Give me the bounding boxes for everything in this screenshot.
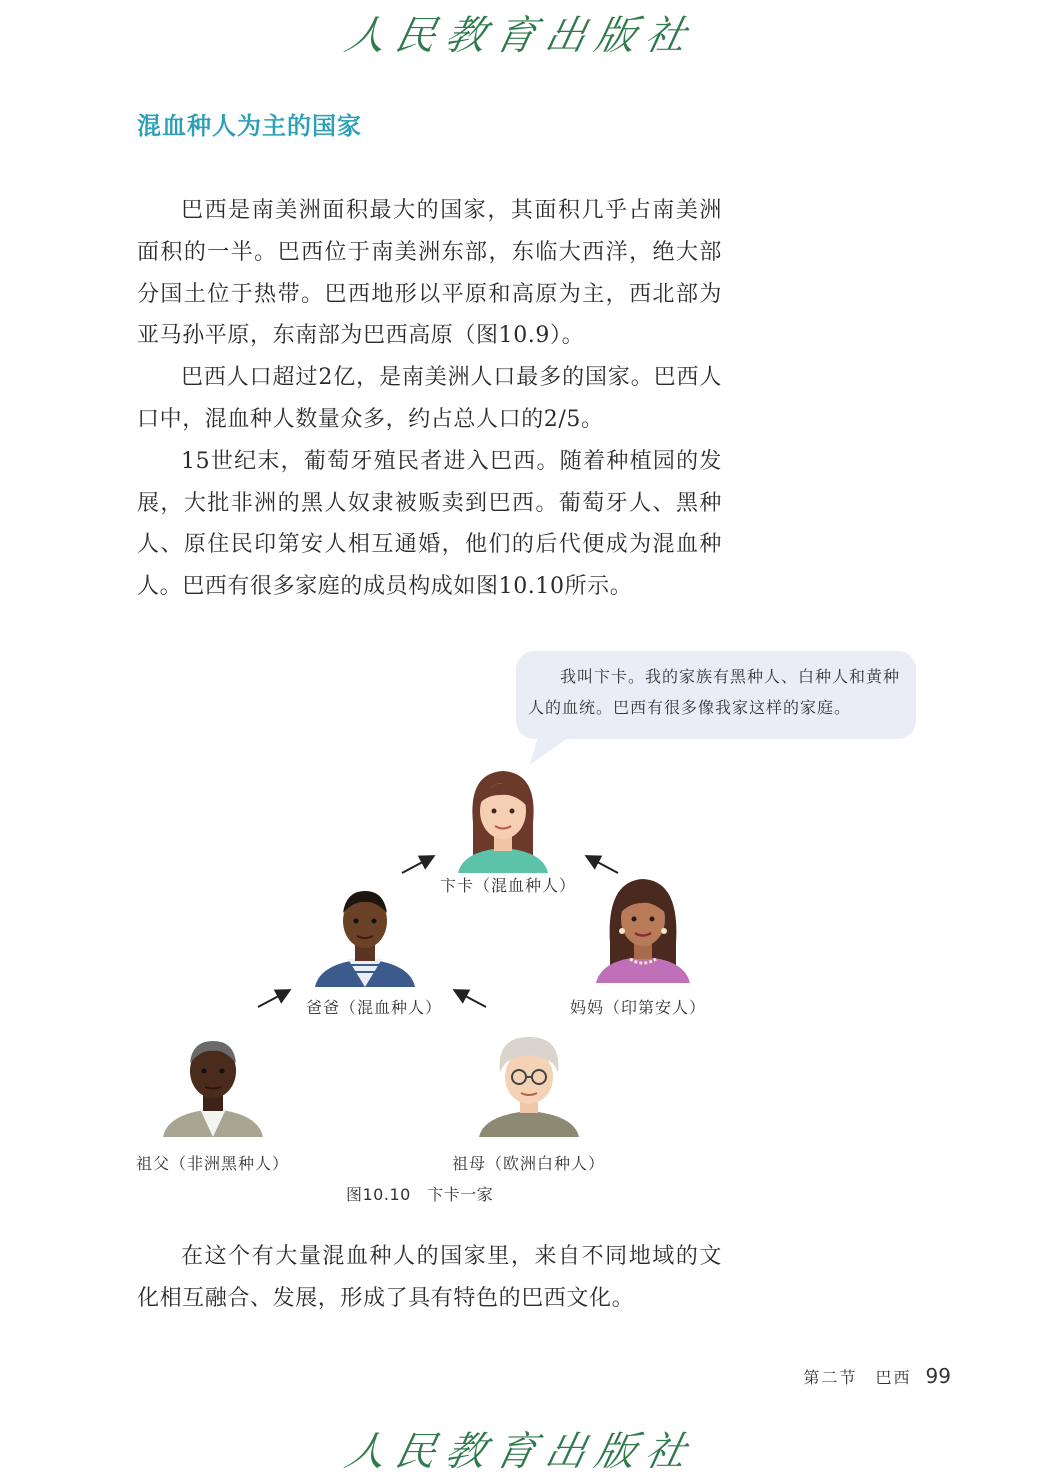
grandmother-portrait xyxy=(474,1027,584,1137)
grandfather-caption: 祖父（非洲黑种人） xyxy=(136,1154,290,1173)
paragraph: 巴西是南美洲面积最大的国家，其面积几乎占南美洲面积的一半。巴西位于南美洲东部，东临大西洋，绝大部分国土位于热带。巴西地形以平原和高原为主，西北部为亚马孙平原，东南部为巴西高原（图10.9）。 xyxy=(137,198,722,349)
bianka-portrait xyxy=(448,763,558,873)
mother-caption: 妈妈（印第安人） xyxy=(570,998,707,1017)
page-footer xyxy=(804,1364,951,1388)
mother-portrait xyxy=(588,873,698,983)
father-caption: 爸爸（混血种人） xyxy=(306,998,443,1017)
figure-caption: 图10.10 卞卡一家 xyxy=(346,1185,494,1204)
footer-section: 第二节 巴西 xyxy=(803,1368,912,1387)
body-text-top xyxy=(137,190,722,608)
arrow-mother-to-bianka xyxy=(582,851,622,877)
family-figure xyxy=(130,645,930,1215)
body-text-bottom xyxy=(137,1236,722,1320)
paragraph: 在这个有大量混血种人的国家里，来自不同地域的文化相互融合、发展，形成了具有特色的巴西文化。 xyxy=(137,1244,722,1311)
publisher-watermark-bottom: 人民教育出版社 xyxy=(340,1429,701,1475)
paragraph: 巴西人口超过2亿，是南美洲人口最多的国家。巴西人口中，混血种人数量众多，约占总人口的2/5。 xyxy=(137,365,722,432)
arrow-father-to-bianka xyxy=(398,851,438,877)
speech-bubble-text: 我叫卞卡。我的家族有黑种人、白种人和黄种人的血统。巴西有很多像我家这样的家庭。 xyxy=(528,667,901,717)
publisher-watermark-top: 人民教育出版社 xyxy=(340,13,701,59)
section-title: 混血种人为主的国家 xyxy=(137,112,362,140)
paragraph: 15世纪末，葡萄牙殖民者进入巴西。随着种植园的发展，大批非洲的黑人奴隶被贩卖到巴西。葡萄牙人、黑种人、原住民印第安人相互通婚，他们的后代便成为混血种人。巴西有很多家庭的成员构成如图10.10所示。 xyxy=(137,448,722,600)
bianka-caption: 卞卡（混血种人） xyxy=(440,876,577,895)
grandfather-portrait xyxy=(158,1027,268,1137)
arrow-grandmother-to-father xyxy=(450,985,490,1011)
grandmother-caption: 祖母（欧洲白种人） xyxy=(452,1154,606,1173)
page-number: 99 xyxy=(925,1364,951,1388)
speech-bubble xyxy=(516,651,916,739)
arrow-grandfather-to-father xyxy=(254,985,294,1011)
father-portrait xyxy=(310,877,420,987)
